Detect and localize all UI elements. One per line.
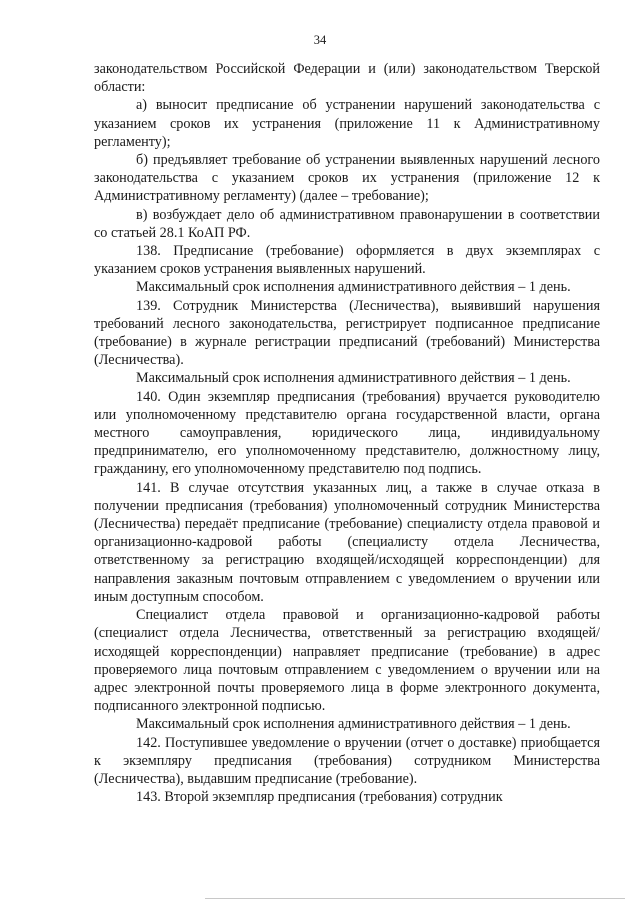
paragraph-143: 143. Второй экземпляр предписания (требования) сотрудник <box>136 789 503 806</box>
paragraph-140: 140. Один экземпляр предписания (требования) вручается руководителю или уполномоченному представителю органа государственной власти, органа местного самоуправления, юридического лица, индивидуальному предпринимателю, его уполномоченному представителю, должностному лицу, гражданину, его уполномоченному представителю под подпись. <box>94 388 600 478</box>
paragraph-138: 138. Предписание (требование) оформляется в двух экземплярах с указанием сроков устранения выявленных нарушений. <box>94 243 600 278</box>
paragraph-continuation: законодательством Российской Федерации и (или) законодательством Тверской области: <box>94 61 600 96</box>
paragraph-139: 139. Сотрудник Министерства (Лесничества), выявивший нарушения требований лесного законодательства, регистрирует подписанное предписание (требование) в журнале регистрации предписаний (требований) Министерства (Лесничества). <box>94 297 600 369</box>
paragraph-item-b: б) предъявляет требование об устранении выявленных нарушений лесного законодательства с указанием сроков их устранения (приложение 12 к Административному регламенту) (далее – требование); <box>94 152 600 205</box>
paragraph-item-c: в) возбуждает дело об административном правонарушении в соответствии со статьей 28.1 КоАП РФ. <box>94 206 600 241</box>
paragraph-141: 141. В случае отсутствия указанных лиц, а также в случае отказа в получении предписания (требования) уполномоченный сотрудник Министерства (Лесничества) передаёт предписание (требование) специалисту отдела правовой и организационно-кадровой работы (специалисту отдела Лесничества, ответственному за регистрацию входящей/исходящей корреспонденции) для направления заказным почтовым отправлением с уведомлением о вручении или иным доступным способом. <box>94 479 600 605</box>
paragraph-item-a: а) выносит предписание об устранении нарушений законодательства с указанием сроков их устранения (приложение 11 к Административному регламенту); <box>94 97 600 150</box>
paragraph-deadline-3: Максимальный срок исполнения административного действия – 1 день. <box>136 716 571 733</box>
paragraph-deadline-1: Максимальный срок исполнения административного действия – 1 день. <box>136 279 571 296</box>
paragraph-deadline-2: Максимальный срок исполнения административного действия – 1 день. <box>136 370 571 387</box>
paragraph-specialist: Специалист отдела правовой и организационно-кадровой работы (специалист отдела Лесничества, ответственный за регистрацию входящей/исходящей корреспонденции) направляет предписание (требование) в адрес проверяемого лица почтовым отправлением с уведомлением о вручении или на адрес электронной почты проверяемого лица в форме электронного документа, подписанного электронной подписью. <box>94 607 600 715</box>
footer-divider <box>205 898 625 899</box>
page-number: 34 <box>313 33 327 47</box>
paragraph-142: 142. Поступившее уведомление о вручении (отчет о доставке) приобщается к экземпляру предписания (требования) сотрудником Министерства (Лесничества), выдавшим предписание (требование). <box>94 734 600 787</box>
document-body <box>94 60 600 806</box>
